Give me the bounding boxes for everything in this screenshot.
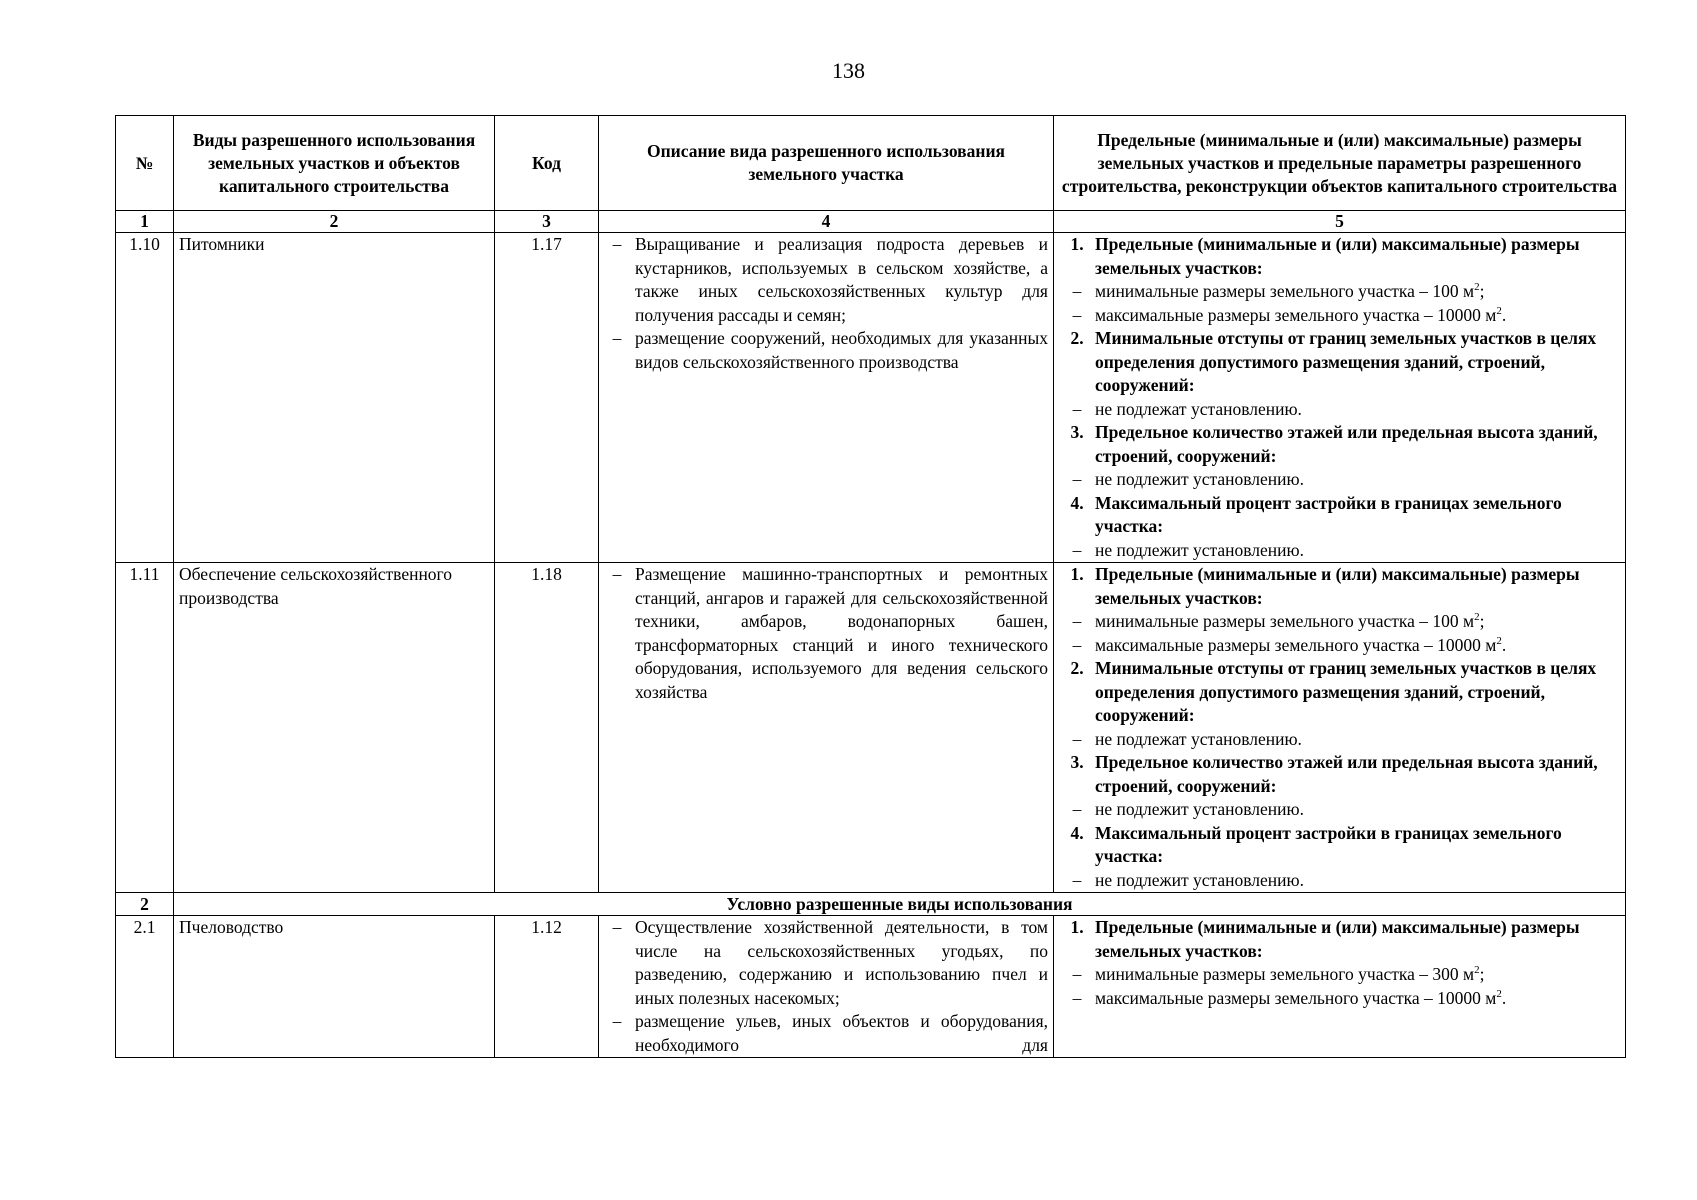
limit-value	[1059, 798, 1620, 822]
section-row	[116, 893, 1626, 916]
limit-marker: –	[1072, 281, 1082, 301]
limit-value	[1059, 398, 1620, 422]
table-header-row	[116, 116, 1626, 211]
limit-value	[1059, 987, 1620, 1011]
limit-marker: –	[1072, 469, 1082, 489]
limit-text-main: Предельное количество этажей или предельная высота зданий, строений, сооружений:	[1095, 422, 1598, 466]
limit-heading	[1059, 563, 1620, 610]
section-number: 2	[116, 893, 174, 916]
limit-text	[1095, 563, 1620, 610]
limit-marker: 1.	[1070, 234, 1084, 254]
limit-heading	[1059, 421, 1620, 468]
limit-text	[1095, 610, 1620, 634]
limit-text	[1095, 728, 1620, 752]
limit-text-main: Минимальные отступы от границ земельных участков в целях определения допустимого размещения зданий, строений, сооружений:	[1095, 328, 1597, 395]
limit-marker: –	[1072, 728, 1082, 749]
limit-value	[1059, 304, 1620, 328]
limit-text-suffix: ;	[1479, 281, 1485, 301]
limit-heading	[1059, 327, 1620, 398]
column-number: 4	[599, 211, 1054, 233]
use-code: 1.18	[495, 563, 599, 893]
limit-text-main: Минимальные отступы от границ земельных участков в целях определения допустимого размещения зданий, строений, сооружений:	[1095, 658, 1597, 725]
limit-text-main: минимальные размеры земельного участка – 100 м	[1095, 281, 1475, 301]
limit-text	[1095, 304, 1620, 328]
description-text: Размещение машинно-транспортных и ремонтных станций, ангаров и гаражей для сельскохозяйственной техники, амбаров, водонапорных башен, трансформаторных станций и иного технического оборудования, используемого для ведения сельского хозяйства	[635, 564, 1048, 702]
limit-marker: 2.	[1070, 328, 1084, 348]
description-text: размещение сооружений, необходимых для указанных видов сельскохозяйственного производства	[635, 328, 1048, 372]
limit-text	[1095, 751, 1620, 798]
limit-text-main: не подлежит установлению.	[1095, 799, 1304, 819]
row-number: 2.1	[116, 916, 174, 1058]
limit-value	[1059, 468, 1620, 492]
limit-value	[1059, 280, 1620, 304]
limit-text-main: минимальные размеры земельного участка – 300 м	[1095, 964, 1475, 984]
description-item: – Осуществление хозяйственной деятельности, в том числе на сельскохозяйственных угодьях, по разведению, содержанию и использованию пчел и иных полезных насекомых;	[599, 916, 1048, 1010]
limit-marker: 3.	[1070, 752, 1084, 772]
limit-value	[1059, 869, 1620, 893]
limit-marker: –	[1072, 964, 1082, 984]
use-code: 1.12	[495, 916, 599, 1058]
header-limits: Предельные (минимальные и (или) максимальные) размеры земельных участков и предельные параметры разрешенного строительства, реконструкции объектов капитального строительства	[1054, 116, 1626, 211]
limits-cell	[1054, 563, 1626, 893]
limit-marker: –	[1072, 987, 1082, 1008]
limit-heading	[1059, 822, 1620, 869]
limit-marker: –	[1072, 539, 1082, 560]
limit-marker: –	[1072, 634, 1082, 655]
limit-marker: 1.	[1070, 564, 1084, 584]
limit-text-main: Максимальный процент застройки в границах земельного участка:	[1095, 822, 1562, 866]
limit-text-main: максимальные размеры земельного участка – 10000 м	[1095, 304, 1497, 325]
section-title: Условно разрешенные виды использования	[174, 893, 1626, 916]
limit-text	[1095, 822, 1620, 869]
use-code: 1.17	[495, 233, 599, 563]
use-type: Питомники	[174, 233, 495, 563]
column-number: 1	[116, 211, 174, 233]
limit-heading	[1059, 233, 1620, 280]
limit-text	[1095, 539, 1620, 563]
limit-marker: –	[1072, 799, 1082, 819]
unit-superscript: 2	[1474, 281, 1480, 294]
limit-value	[1059, 610, 1620, 634]
limit-marker: 3.	[1070, 422, 1084, 442]
unit-superscript: 2	[1496, 987, 1502, 1000]
limit-text	[1095, 987, 1620, 1011]
limit-text-main: не подлежит установлению.	[1095, 869, 1304, 890]
limit-marker: –	[1072, 398, 1082, 419]
header-use-type: Виды разрешенного использования земельных участков и объектов капитального строительства	[174, 116, 495, 211]
table-row	[116, 916, 1626, 1058]
limit-marker: 2.	[1070, 658, 1084, 678]
description-item: – Размещение машинно-транспортных и ремонтных станций, ангаров и гаражей для сельскохозяйственной техники, амбаров, водонапорных башен, трансформаторных станций и иного технического оборудования, используемого для ведения сельского хозяйства	[599, 563, 1048, 704]
land-use-table	[115, 115, 1626, 1058]
unit-superscript: 2	[1496, 634, 1502, 647]
description-item: – Выращивание и реализация подроста деревьев и кустарников, используемых в сельском хозяйстве, а также иных сельскохозяйственных культур для получения рассады и семян;	[599, 233, 1048, 327]
limit-text	[1095, 280, 1620, 304]
column-number: 3	[495, 211, 599, 233]
row-number: 1.10	[116, 233, 174, 563]
limit-text-main: не подлежит установлению.	[1095, 469, 1304, 489]
limit-text-suffix: .	[1501, 304, 1507, 325]
row-number: 1.11	[116, 563, 174, 893]
description-text: размещение ульев, иных объектов и оборудования, необходимого для	[635, 1011, 1048, 1055]
use-description	[599, 916, 1054, 1058]
limit-text-main: максимальные размеры земельного участка – 10000 м	[1095, 987, 1497, 1008]
limit-marker: 4.	[1070, 492, 1084, 513]
limit-text	[1095, 798, 1620, 822]
limit-marker: 4.	[1070, 822, 1084, 843]
limit-text-main: не подлежат установлению.	[1095, 728, 1302, 749]
limit-heading	[1059, 492, 1620, 539]
limit-text-suffix: ;	[1479, 611, 1485, 631]
limit-marker: 1.	[1070, 917, 1084, 937]
limit-text	[1095, 634, 1620, 658]
limit-heading	[1059, 751, 1620, 798]
limit-value	[1059, 634, 1620, 658]
limit-text-suffix: .	[1501, 634, 1507, 655]
use-description	[599, 563, 1054, 893]
limit-text	[1095, 398, 1620, 422]
header-description: Описание вида разрешенного использования земельного участка	[599, 116, 1054, 211]
limit-text	[1095, 869, 1620, 893]
limits-cell	[1054, 916, 1626, 1058]
limit-text	[1095, 421, 1620, 468]
limit-text	[1095, 327, 1620, 398]
limit-text-main: минимальные размеры земельного участка – 100 м	[1095, 611, 1475, 631]
unit-superscript: 2	[1474, 611, 1480, 624]
unit-superscript: 2	[1496, 304, 1502, 317]
limit-text	[1095, 492, 1620, 539]
limit-text-main: максимальные размеры земельного участка – 10000 м	[1095, 634, 1497, 655]
description-text: Выращивание и реализация подроста деревьев и кустарников, используемых в сельском хозяйстве, а также иных сельскохозяйственных культур для получения рассады и семян;	[635, 234, 1048, 325]
limit-marker: –	[1072, 869, 1082, 890]
use-description	[599, 233, 1054, 563]
limit-text-suffix: ;	[1479, 964, 1485, 984]
limit-heading	[1059, 657, 1620, 728]
limit-marker: –	[1072, 611, 1082, 631]
limit-heading	[1059, 916, 1620, 963]
header-number: №	[116, 116, 174, 211]
limit-value	[1059, 963, 1620, 987]
unit-superscript: 2	[1474, 964, 1480, 977]
limit-text	[1095, 963, 1620, 987]
limit-text	[1095, 468, 1620, 492]
use-type: Пчеловодство	[174, 916, 495, 1058]
limit-text	[1095, 916, 1620, 963]
description-item: – размещение ульев, иных объектов и оборудования, необходимого для	[599, 1010, 1048, 1057]
limit-text	[1095, 657, 1620, 728]
table-row	[116, 233, 1626, 563]
limit-text-main: не подлежит установлению.	[1095, 539, 1304, 560]
limit-text-main: Предельные (минимальные и (или) максимальные) размеры земельных участков:	[1095, 917, 1580, 961]
description-text: Осуществление хозяйственной деятельности, в том числе на сельскохозяйственных угодьях, по разведению, содержанию и использованию пчел и иных полезных насекомых;	[635, 917, 1048, 1008]
use-type: Обеспечение сельскохозяйственного производства	[174, 563, 495, 893]
limit-marker: –	[1072, 304, 1082, 325]
limit-text-main: не подлежат установлению.	[1095, 398, 1302, 419]
limit-text-main: Максимальный процент застройки в границах земельного участка:	[1095, 492, 1562, 536]
table-row	[116, 563, 1626, 893]
limit-text	[1095, 233, 1620, 280]
column-number: 5	[1054, 211, 1626, 233]
header-code: Код	[495, 116, 599, 211]
limit-text-main: Предельное количество этажей или предельная высота зданий, строений, сооружений:	[1095, 752, 1598, 796]
limit-value	[1059, 539, 1620, 563]
limit-value	[1059, 728, 1620, 752]
column-number-row	[116, 211, 1626, 233]
limits-cell	[1054, 233, 1626, 563]
column-number: 2	[174, 211, 495, 233]
limit-text-main: Предельные (минимальные и (или) максимальные) размеры земельных участков:	[1095, 234, 1580, 278]
limit-text-main: Предельные (минимальные и (или) максимальные) размеры земельных участков:	[1095, 564, 1580, 608]
page-number: 138	[832, 58, 865, 83]
limit-text-suffix: .	[1501, 987, 1507, 1008]
description-item: – размещение сооружений, необходимых для указанных видов сельскохозяйственного производства	[599, 327, 1048, 374]
